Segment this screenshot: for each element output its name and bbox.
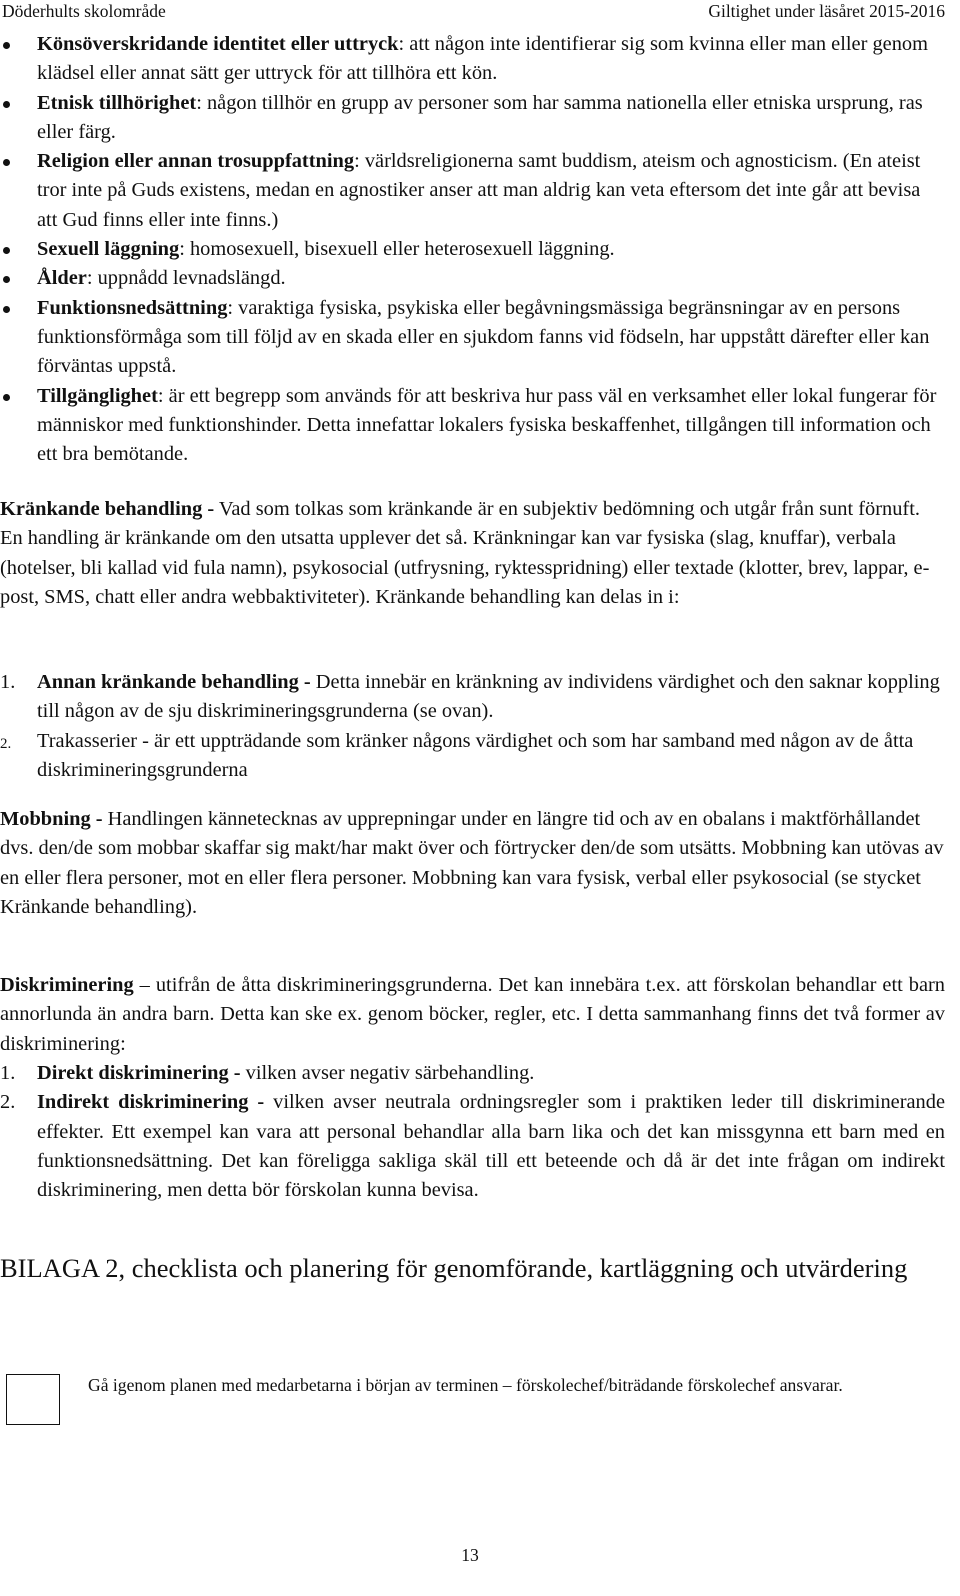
header-school: Döderhults skolområde	[2, 1, 166, 21]
list-item	[0, 1088, 945, 1205]
definition-text: : världsreligionerna samt buddism, ateism och agnosticism. (En ateist tror inte på Guds existens, medan en agnostiker anser att man aldrig kan veta eftersom det inte går att bevisa att Gud finns eller inte finns.)	[37, 150, 921, 231]
bullet-icon	[3, 42, 10, 49]
definition-text: : uppnådd levnadslängd.	[86, 267, 286, 290]
list-text: vilken avser negativ särbehandling.	[240, 1062, 535, 1084]
definition-text: : varaktiga fysiska, psykiska eller begåvningsmässiga begränsningar av en persons funktionsförmåga som till följd av en skada eller en sjukdom fanns vid födseln, har uppstått därefter eller kan förväntas uppstå.	[37, 296, 930, 378]
definition-term: Etnisk tillhörighet	[37, 91, 197, 114]
diskriminering-types-list	[0, 1059, 945, 1205]
bullet-icon	[3, 306, 10, 313]
paragraph-text: – utifrån de åtta diskrimineringsgrunderna. Det kan innebära t.ex. att förskolan behandlar ett barn annorlunda än andra barn. Detta kan ske ex. genom böcker, regler, etc. I detta sammanhang finns det två former av diskriminering:	[0, 974, 945, 1055]
bullet-icon	[3, 394, 10, 401]
definition-term: Könsöverskridande identitet eller uttryck	[37, 33, 399, 55]
diskriminering-paragraph	[0, 971, 945, 1059]
checklist-checkbox[interactable]	[6, 1374, 60, 1425]
bullet-icon	[3, 101, 10, 108]
krankande-paragraph	[0, 495, 945, 612]
list-item	[0, 1059, 945, 1088]
krankande-types-list	[0, 668, 945, 785]
checklist-text: Gå igenom planen med medarbetarna i början av terminen – förskolechef/biträdande förskolechef ansvarar.	[88, 1375, 843, 1395]
definition-text: : att någon inte identifierar sig som kvinna eller man eller genom klädsel eller annat sätt ger uttryck för att tillhöra ett kön.	[37, 33, 928, 85]
list-number: 1.	[0, 1062, 16, 1084]
ground-definitions-list	[0, 30, 945, 469]
paragraph-text: Vad som tolkas som kränkande är en subjektiv bedömning och utgår från sunt förnuft. En handling är kränkande om den utsatta upplever det så. Kränkningar kan var fysiska (slag, knuffar), verbala (hotelser, bli kallad vid fula namn), psykosocial (utfrysning, ryktesspridning) eller textade (klotter, brev, lappar, e-post, SMS, chatt eller andra webbaktiviteter). Kränkande behandling kan delas in i:	[0, 498, 930, 608]
paragraph-text: Handlingen kännetecknas av upprepningar under en längre tid och av en obalans i maktförhållandet dvs. den/de som mobbar skaffar sig makt/har makt över och förtrycker den/de som utsätts. Mobbning kan utövas av en eller flera personer, mot en eller flera personer. Mobbning kan vara fysisk, verbal eller psykosocial (se stycket Kränkande behandling).	[0, 808, 944, 918]
list-item	[0, 727, 945, 786]
list-text: vilken avser neutrala ordningsregler som i praktiken leder till diskriminerande effekter. Ett exempel kan vara att personal behandlar alla barn lika och det kan missgynna ett barn med en funktionsnedsättning. Det kan föreligga sakliga skäl till ett beteende och då är det inte frågan om indirekt diskriminering, men detta bör förskolan kunna bevisa.	[37, 1091, 946, 1202]
list-text: Trakasserier - är ett uppträdande som kränker någons värdighet och som har samband med någon av de åtta diskrimineringsgrunderna	[37, 729, 914, 781]
list-term: Annan kränkande behandling -	[37, 671, 311, 693]
list-number: 1.	[0, 671, 16, 693]
bullet-icon	[3, 276, 10, 283]
header-validity: Giltighet under läsåret 2015-2016	[708, 1, 945, 21]
definition-term: Sexuell läggning	[37, 238, 180, 261]
page-header	[0, 0, 945, 22]
list-item	[0, 264, 945, 293]
bullet-icon	[3, 159, 10, 166]
page-number: 13	[461, 1545, 479, 1565]
bullet-icon	[3, 247, 10, 254]
paragraph-term: Kränkande behandling -	[0, 498, 215, 520]
definition-term: Religion eller annan trosuppfattning	[37, 150, 355, 173]
paragraph-term: Mobbning -	[0, 808, 103, 830]
list-item	[0, 30, 945, 89]
definition-text: : är ett begrepp som används för att beskriva hur pass väl en verksamhet eller lokal fungerar för människor med funktionshinder. Detta innefattar lokalers fysiska beskaffenhet, tillgången till information och ett bra bemötande.	[37, 384, 937, 466]
list-number: 2.	[0, 735, 12, 752]
definition-term: Ålder	[37, 267, 87, 290]
list-item	[0, 147, 945, 235]
definition-text: : homosexuell, bisexuell eller heterosexuell läggning.	[179, 238, 615, 261]
list-item	[0, 89, 945, 148]
list-number: 2.	[0, 1091, 16, 1114]
paragraph-term: Diskriminering	[0, 974, 134, 996]
definition-term: Funktionsnedsättning	[37, 296, 228, 319]
list-item	[0, 235, 945, 264]
list-text: Detta innebär en kränkning av individens värdighet och den saknar koppling till någon av de sju diskrimineringsgrunderna (se ovan).	[37, 671, 940, 723]
list-item	[0, 382, 945, 470]
definition-text: : någon tillhör en grupp av personer som har samma nationella eller etniska ursprung, ras eller färg.	[37, 91, 923, 143]
list-item	[0, 668, 945, 727]
bilaga-heading: BILAGA 2, checklista och planering för genomförande, kartläggning och utvärdering	[0, 1253, 908, 1283]
list-term: Direkt diskriminering -	[37, 1062, 241, 1084]
definition-term: Tillgänglighet	[37, 384, 158, 407]
list-term: Indirekt diskriminering -	[37, 1091, 265, 1114]
list-item	[0, 294, 945, 382]
mobbning-paragraph	[0, 805, 945, 922]
